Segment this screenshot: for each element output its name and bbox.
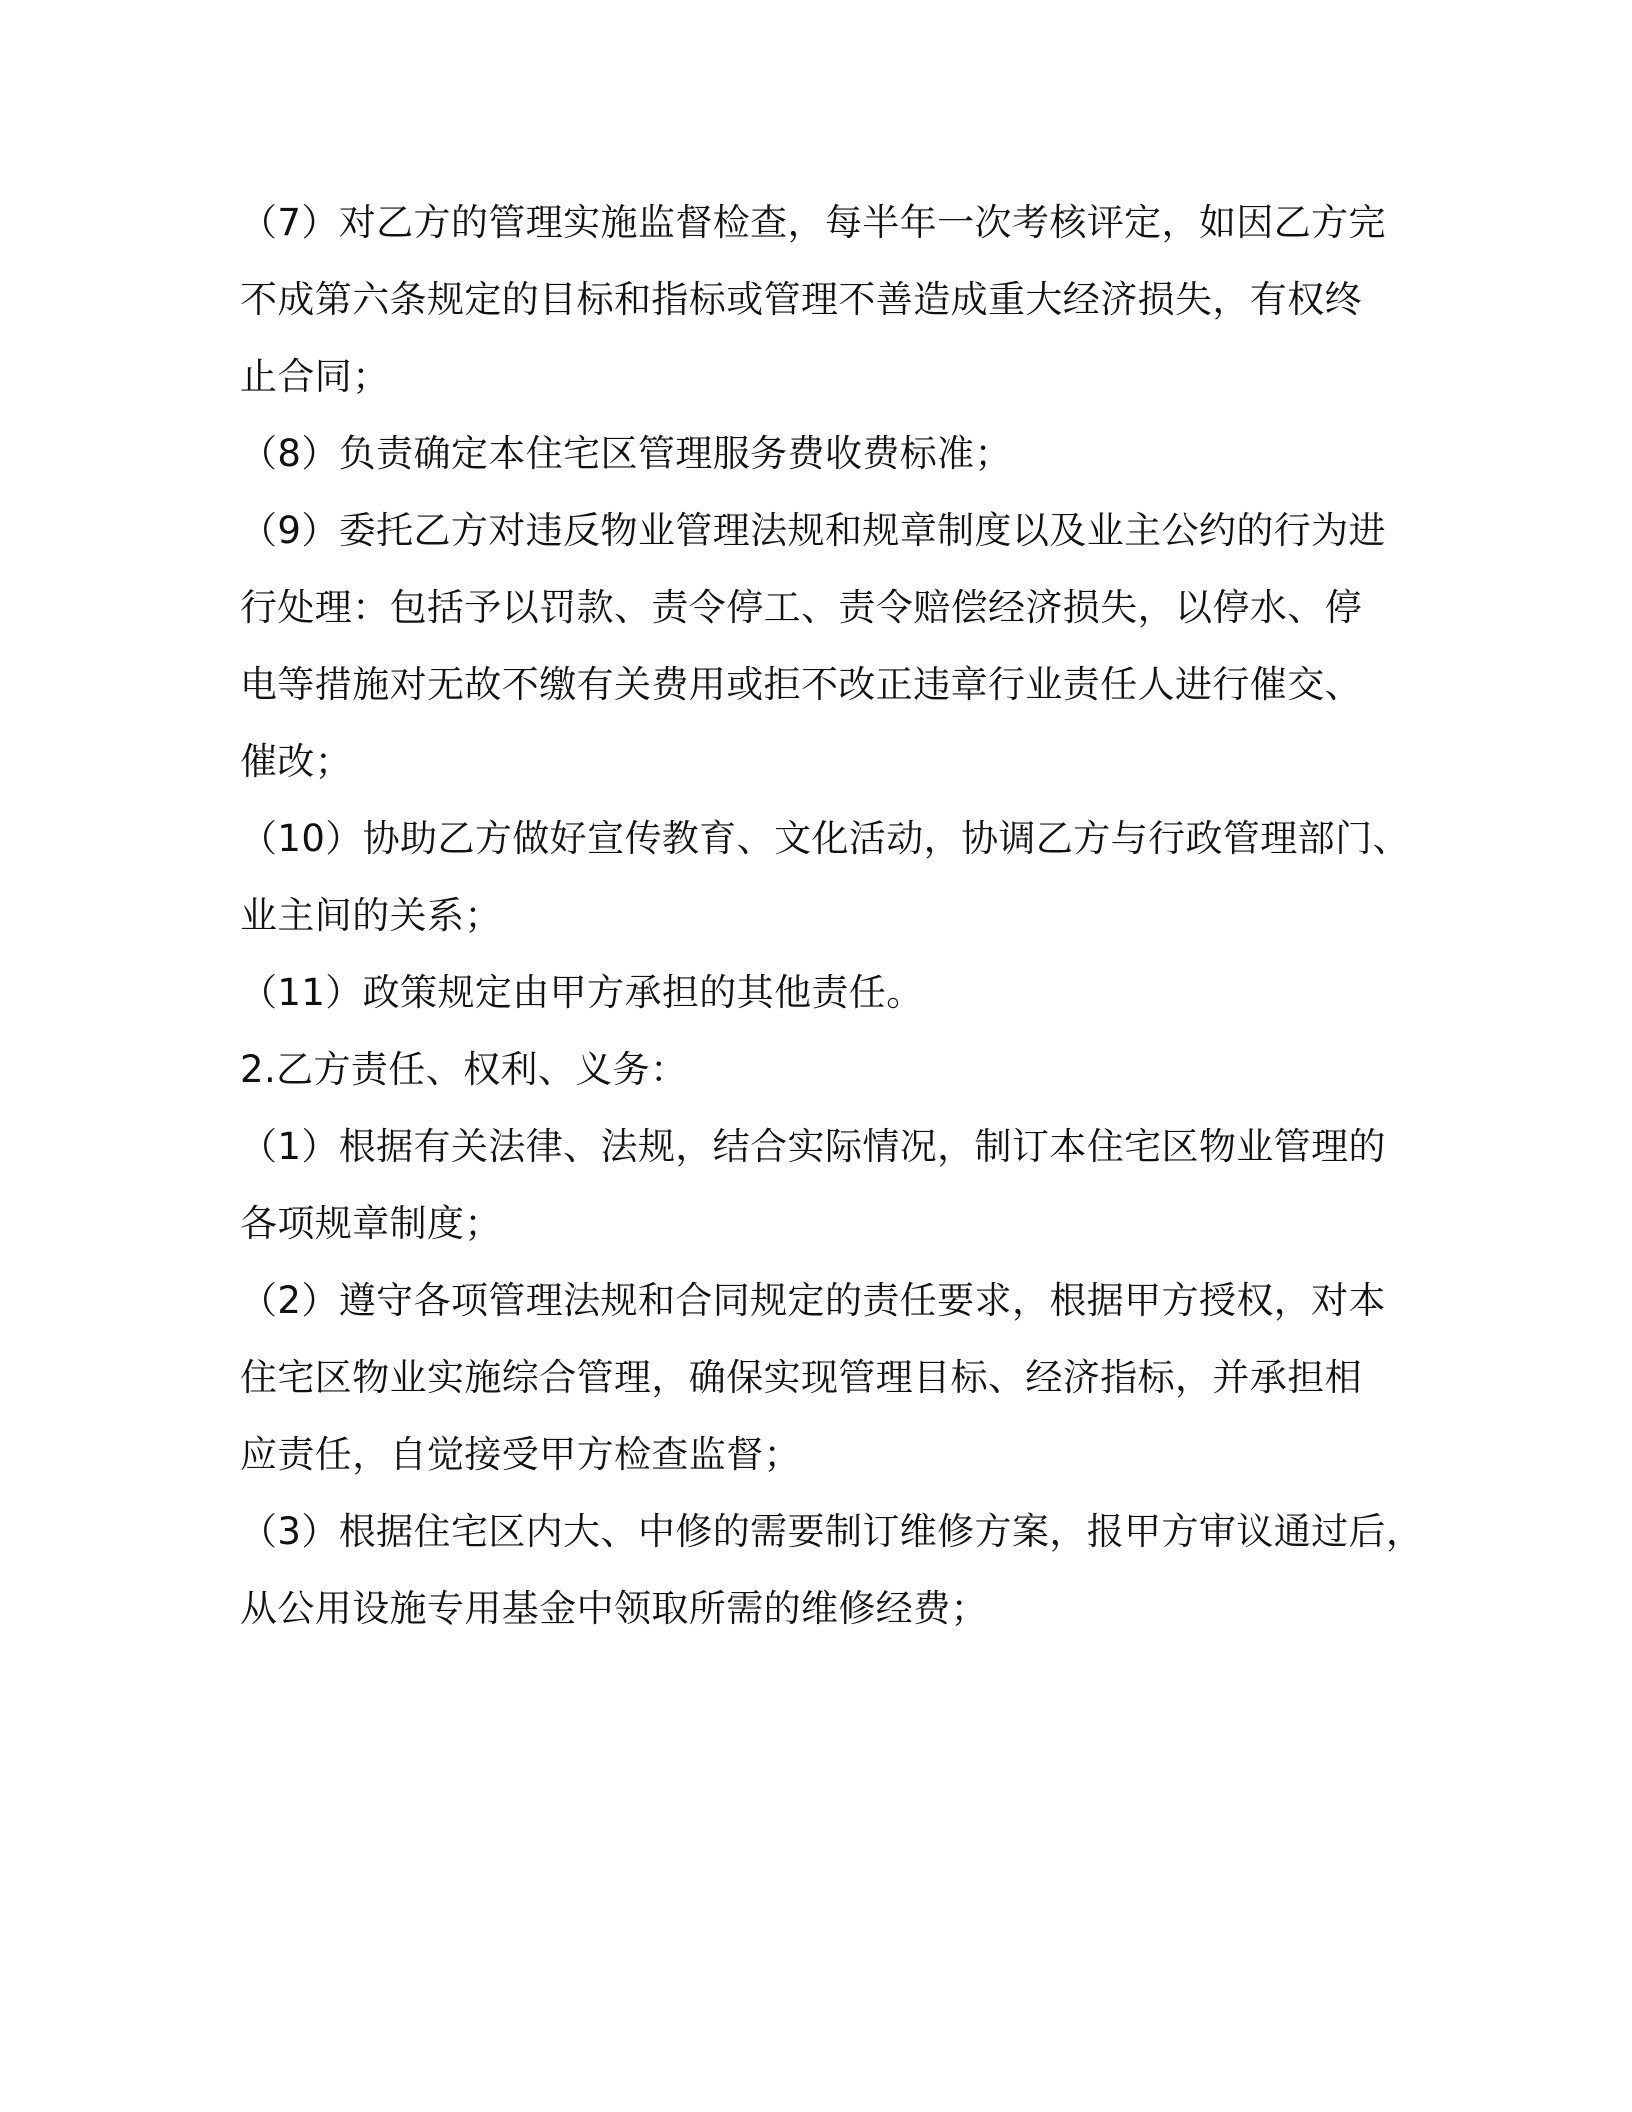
text-line: （2）遵守各项管理法规和合同规定的责任要求，根据甲方授权，对本 — [240, 1279, 1386, 1322]
section-heading: 2.乙方责任、权利、义务： — [240, 1048, 688, 1091]
text-line: 不成第六条规定的目标和指标或管理不善造成重大经济损失，有权终 — [240, 278, 1362, 321]
text-line: 行处理：包括予以罚款、责令停工、责令赔偿经济损失，以停水、停 — [240, 586, 1362, 629]
text-line: （11）政策规定由甲方承担的其他责任。 — [240, 971, 924, 1014]
text-line: 各项规章制度； — [240, 1202, 502, 1245]
text-line: （10）协助乙方做好宣传教育、文化活动，协调乙方与行政管理部门、 — [240, 817, 1410, 860]
text-line: （9）委托乙方对违反物业管理法规和规章制度以及业主公约的行为进 — [240, 509, 1386, 552]
text-line: 业主间的关系； — [240, 894, 502, 937]
text-line: （8）负责确定本住宅区管理服务费收费标准； — [240, 432, 1012, 475]
text-line: （1）根据有关法律、法规，结合实际情况，制订本住宅区物业管理的 — [240, 1125, 1386, 1168]
text-line: 止合同； — [240, 355, 390, 398]
text-line: 住宅区物业实施综合管理，确保实现管理目标、经济指标，并承担相 — [240, 1356, 1362, 1399]
text-line: 催改； — [240, 740, 353, 783]
text-line: 从公用设施专用基金中领取所需的维修经费； — [240, 1587, 988, 1630]
text-line: 电等措施对无故不缴有关费用或拒不改正违章行业责任人进行催交、 — [240, 663, 1362, 706]
document-body — [240, 184, 1424, 1647]
text-line: （3）根据住宅区内大、中修的需要制订维修方案，报甲方审议通过后， — [240, 1510, 1424, 1553]
text-line: 应责任，自觉接受甲方检查监督； — [240, 1433, 801, 1476]
text-line: （7）对乙方的管理实施监督检查，每半年一次考核评定，如因乙方完 — [240, 201, 1386, 244]
